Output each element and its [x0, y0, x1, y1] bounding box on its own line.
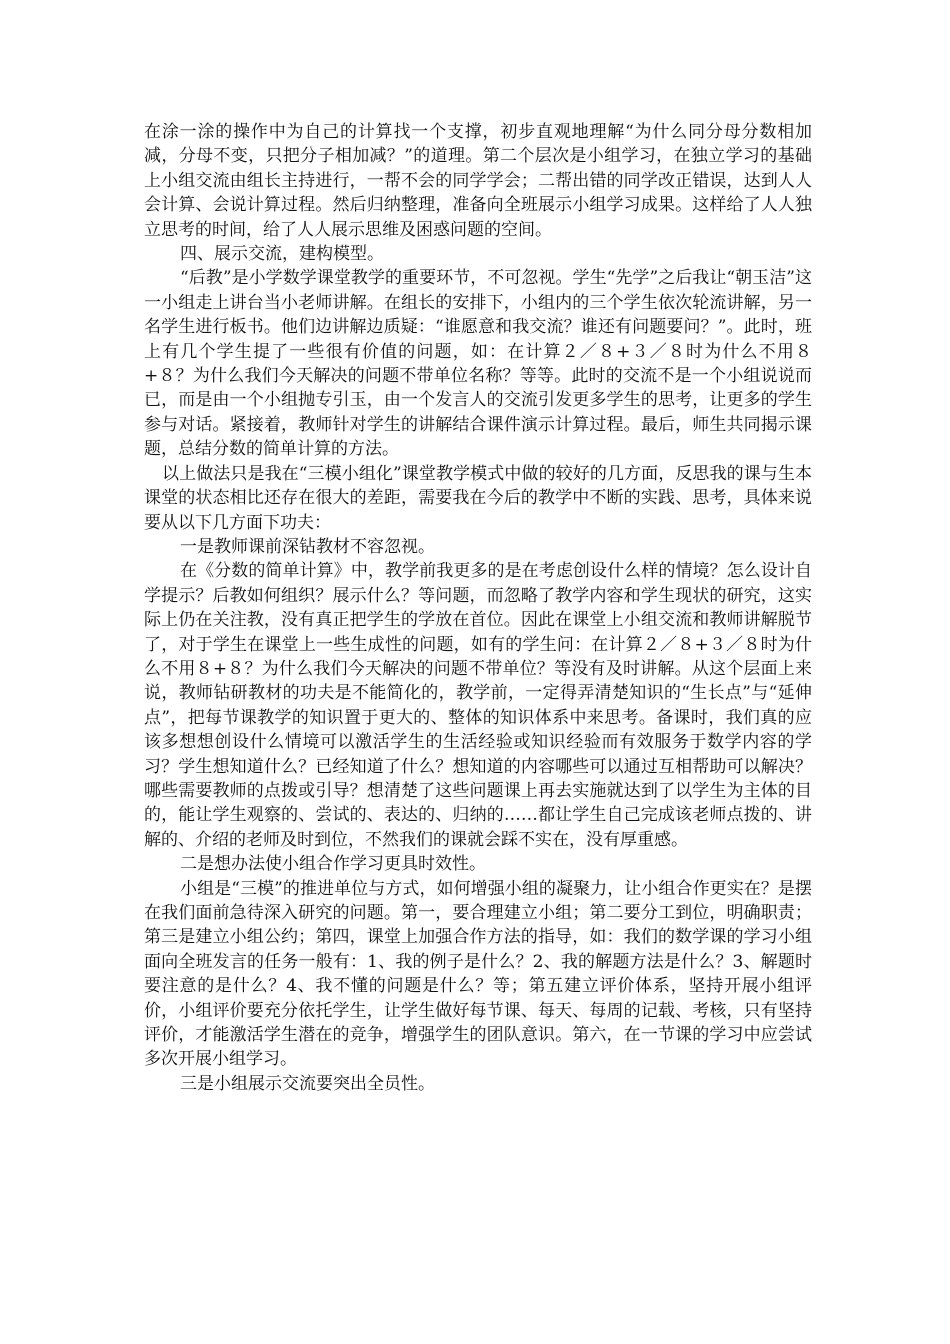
paragraph-1: 在涂一涂的操作中为自己的计算找一个支撑，初步直观地理解“为什么同分母分数相加减，分母不变，只把分子相加减？”的道理。第二个层次是小组学习，在独立学习的基础上小组交流由组长主持进行，一帮不会的同学学会；二帮出错的同学改正错误，达到人人会计算、会说计算过程。然后归纳整理，准备向全班展示小组学习成果。这样给了人人独立思考的时间，给了人人展示思维及困惑问题的空间。 — [144, 122, 812, 240]
section-heading-4: 四、展示交流，建构模型。 — [180, 244, 384, 265]
paragraph-2: “后教”是小学数学课堂教学的重要环节，不可忽视。学生“先学”之后我让“朝玉洁”这一小组走上讲台当小老师讲解。在组长的安排下，小组内的三个学生依次轮流讲解，另一名学生进行板书。他们边讲解边质疑：“谁愿意和我交流？谁还有问题要问？”。此时，班上有几个学生提了一些很有价值的问题，如：在计算２／８+３／８时为什么不用８+８？为什么我们今天解决的问题不带单位名称？等等。此时的交流不是一个小组说说而已，而是由一个小组抛专引玉，由一个发言人的交流引发更多学生的思考，让更多的学生参与对话。紧接着，教师针对学生的讲解结合课件演示计算过程。最后，师生共同揭示课题，总结分数的简单计算的方法。 — [144, 268, 812, 460]
paragraph-4: 在《分数的简单计算》中，教学前我更多的是在考虑创设什么样的情境？怎么设计自学提示？后教如何组织？展示什么？等问题，而忽略了教学内容和学生现状的研究，这实际上仍在关注教，没有真正把学生的学放在首位。因此在课堂上小组交流和教师讲解脱节了，对于学生在课堂上一些生成性的问题，如有的学生问：在计算２／８+３／８时为什么不用８+８？为什么我们今天解决的问题不带单位？等没有及时讲解。从这个层面上来说，教师钻研教材的功夫是不能简化的，教学前，一定得弄清楚知识的“生长点”与“延伸点”，把每节课教学的知识置于更大的、整体的知识体系中来思考。备课时，我们真的应该多想想创设什么情境可以激活学生的生活经验或知识经验而有效服务于数学内容的学习？学生想知道什么？已经知道了什么？想知道的内容哪些可以通过互相帮助可以解决？哪些需要教师的点拨或引导？想清楚了这些问题课上再去实施就达到了以学生为主体的目的，能让学生观察的、尝试的、表达的、归纳的……都让学生自己完成该老师点拨的、讲解的、介绍的老师及时到位，不然我们的课就会踩不实在，没有厚重感。 — [144, 561, 812, 850]
document-body — [144, 120, 812, 1096]
point-heading-3: 三是小组展示交流要突出全员性。 — [180, 1073, 435, 1094]
paragraph-5: 小组是“三模”的推进单位与方式，如何增强小组的凝聚力，让小组合作更实在？是摆在我们面前急待深入研究的问题。第一，要合理建立小组；第二要分工到位，明确职责；第三是建立小组公约；第四，课堂上加强合作方法的指导，如：我们的数学课的学习小组面向全班发言的任务一般有：1、我的例子是什么？2、我的解题方法是什么？3、解题时要注意的是什么？4、我不懂的问题是什么？等；第五建立评价体系，坚持开展小组评价，小组评价要充分依托学生，让学生做好每节课、每天、每周的记载、考核，只有坚持评价，才能激活学生潜在的竞争，增强学生的团队意识。第六，在一节课的学习中应尝试多次开展小组学习。 — [144, 878, 812, 1070]
point-heading-2: 二是想办法使小组合作学习更具时效性。 — [180, 854, 486, 875]
point-heading-1: 一是教师课前深钻教材不容忽视。 — [180, 536, 435, 557]
paragraph-3: 以上做法只是我在“三模小组化”课堂教学模式中做的较好的几方面，反思我的课与生本课堂的状态相比还存在很大的差距，需要我在今后的教学中不断的实践、思考，具体来说要从以下几方面下功夫： — [144, 463, 812, 533]
